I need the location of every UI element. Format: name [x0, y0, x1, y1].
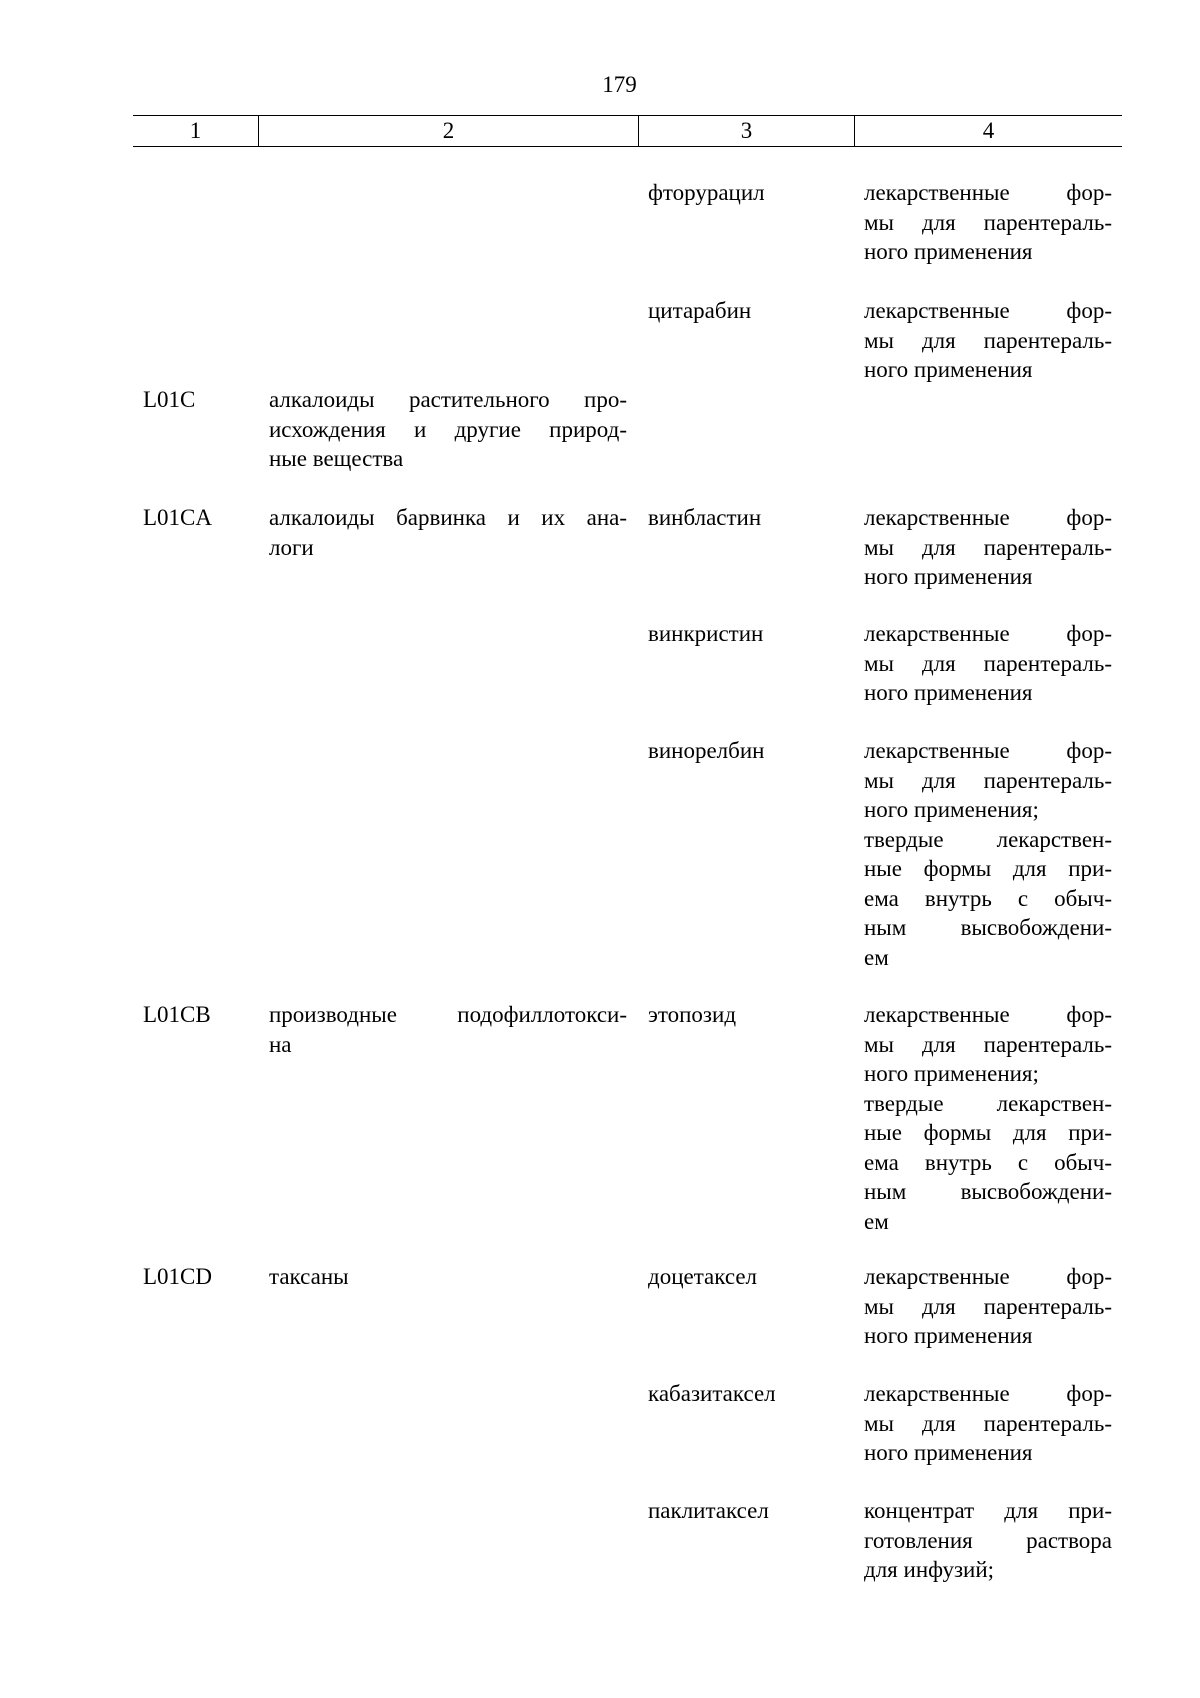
dosage-form	[864, 1379, 1112, 1468]
group-name	[269, 1262, 627, 1292]
column-header-2: 2	[259, 116, 639, 146]
dosage-form-line: ные формы для при-	[864, 1120, 1112, 1145]
group-name-line: на	[269, 1031, 292, 1057]
dosage-form	[864, 736, 1112, 972]
dosage-form-line: мы для парентераль-	[864, 209, 1112, 235]
drug-name: кабазитаксел	[648, 1381, 776, 1406]
dosage-form-line: ного применения	[864, 1323, 1033, 1348]
dosage-form-line: твердые лекарствен-	[864, 1090, 1112, 1116]
group-name	[269, 1000, 627, 1059]
atc-code: L01CD	[143, 1264, 212, 1289]
dosage-form-line: ного применения	[864, 1440, 1033, 1465]
dosage-form-line: мы для парентераль-	[864, 327, 1112, 353]
dosage-form	[864, 178, 1112, 267]
dosage-form-line: для инфузий;	[864, 1557, 995, 1582]
dosage-form-line: ным высвобождени-	[864, 915, 1112, 940]
dosage-form	[864, 296, 1112, 385]
dosage-form	[864, 1262, 1112, 1351]
drug-name: цитарабин	[648, 298, 752, 323]
dosage-form	[864, 1000, 1112, 1236]
column-header-3: 3	[639, 116, 855, 146]
dosage-form-line: мы для парентераль-	[864, 650, 1112, 676]
dosage-form-line: лекарственные фор-	[864, 505, 1112, 530]
group-name	[269, 385, 627, 474]
group-name-line: ные вещества	[269, 446, 404, 471]
drug-name: паклитаксел	[648, 1498, 769, 1523]
dosage-form-line: мы для парентераль-	[864, 1031, 1112, 1057]
dosage-form-line: ема внутрь с обыч-	[864, 885, 1112, 911]
dosage-form-line: мы для парентераль-	[864, 534, 1112, 560]
drug-name: винорелбин	[648, 738, 765, 763]
atc-code: L01C	[143, 387, 196, 412]
dosage-form-line: ного применения	[864, 239, 1033, 264]
group-name-line: логи	[269, 534, 314, 560]
dosage-form-line: ем	[864, 944, 889, 970]
dosage-form-line: ного применения	[864, 680, 1033, 705]
dosage-form-line: твердые лекарствен-	[864, 826, 1112, 852]
dosage-form-line: концентрат для при-	[864, 1498, 1112, 1523]
drug-name: винбластин	[648, 505, 762, 530]
dosage-form-line: лекарственные фор-	[864, 298, 1112, 323]
dosage-form-line: ема внутрь с обыч-	[864, 1149, 1112, 1175]
dosage-form-line: лекарственные фор-	[864, 738, 1112, 763]
dosage-form-line: ного применения;	[864, 797, 1039, 822]
drug-name: доцетаксел	[648, 1264, 758, 1289]
dosage-form-line: мы для парентераль-	[864, 1410, 1112, 1436]
group-name	[269, 503, 627, 562]
table-header	[133, 115, 1122, 147]
dosage-form-line: лекарственные фор-	[864, 621, 1112, 646]
column-header-4: 4	[982, 118, 995, 143]
drug-name: винкристин	[648, 621, 764, 646]
dosage-form	[864, 1496, 1112, 1585]
drug-name: этопозид	[648, 1002, 737, 1027]
dosage-form-line: мы для парентераль-	[864, 767, 1112, 793]
dosage-form-line: ем	[864, 1208, 889, 1234]
dosage-form-line: лекарственные фор-	[864, 180, 1112, 205]
dosage-form-line: мы для парентераль-	[864, 1293, 1112, 1319]
drug-name: фторурацил	[648, 180, 765, 205]
dosage-form-line: ного применения;	[864, 1061, 1039, 1086]
column-header-1: 1	[133, 116, 259, 146]
atc-code: L01CA	[143, 505, 212, 530]
dosage-form-line: лекарственные фор-	[864, 1264, 1112, 1289]
group-name-line: таксаны	[269, 1264, 349, 1289]
group-name-line: алкалоиды барвинка и их ана-	[269, 505, 627, 530]
group-name-line: алкалоиды растительного про-	[269, 387, 627, 412]
dosage-form-line: ным высвобождени-	[864, 1179, 1112, 1204]
page-number: 179	[602, 72, 637, 97]
dosage-form-line: ные формы для при-	[864, 856, 1112, 881]
group-name-line: исхождения и другие природ-	[269, 416, 627, 442]
dosage-form-line: ного применения	[864, 357, 1033, 382]
dosage-form-line: готовления раствора	[864, 1527, 1112, 1553]
dosage-form	[864, 503, 1112, 592]
dosage-form	[864, 619, 1112, 708]
atc-code: L01CB	[143, 1002, 211, 1027]
dosage-form-line: ного применения	[864, 564, 1033, 589]
dosage-form-line: лекарственные фор-	[864, 1381, 1112, 1406]
dosage-form-line: лекарственные фор-	[864, 1002, 1112, 1027]
group-name-line: производные подофиллотокси-	[269, 1002, 627, 1027]
